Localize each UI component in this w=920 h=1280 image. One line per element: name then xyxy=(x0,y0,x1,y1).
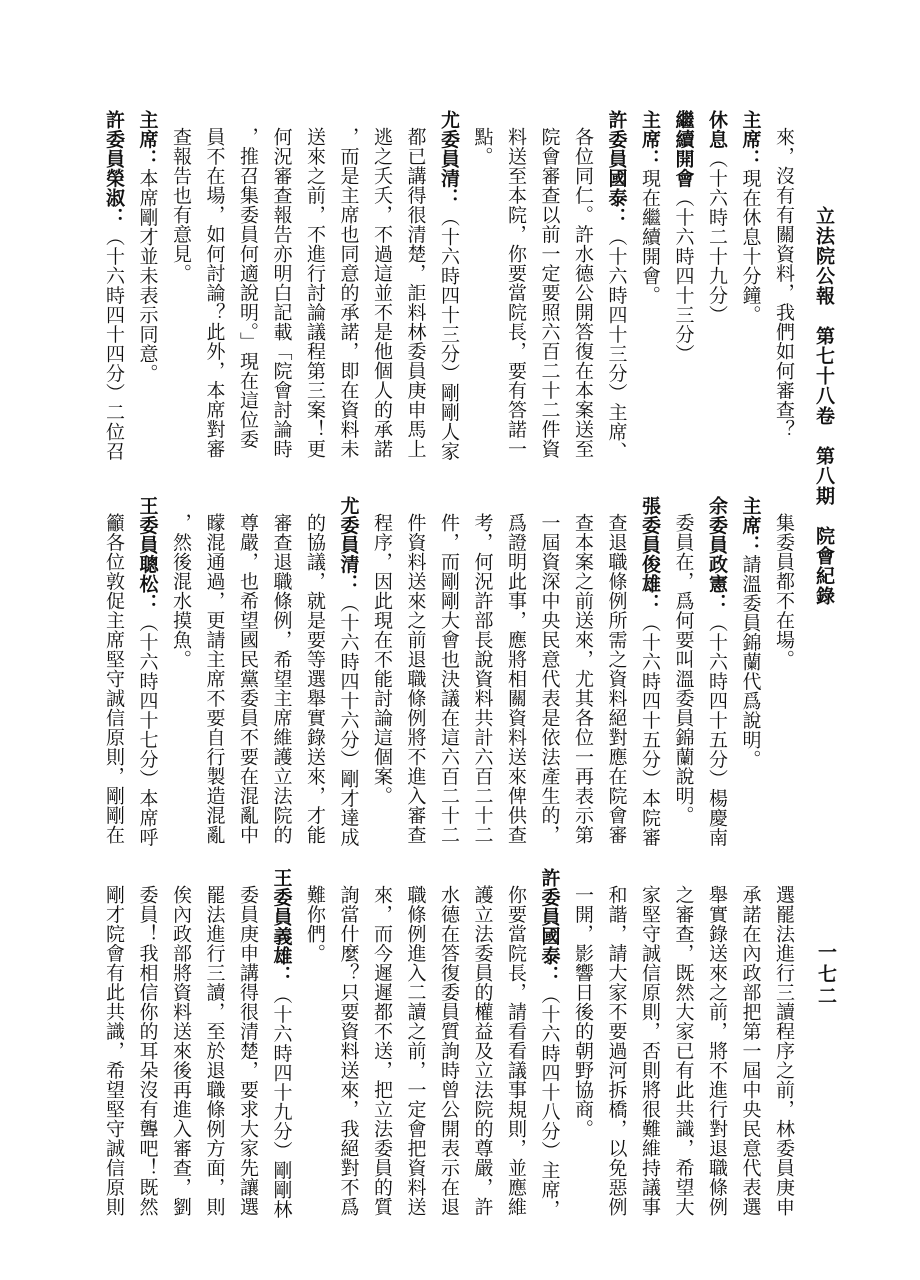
speech-column-speaker: 王委員聰松：（十六時四十七分）本席呼 xyxy=(136,496,158,847)
speech-column-speaker: 許委員榮淑：（十六時四十四分）二位召 xyxy=(103,110,124,461)
speech-column-speaker: 余委員政憲：（十六時四十五分）楊慶南 xyxy=(706,496,727,847)
speech-column-speaker: 主席：現在休息十分鐘。 xyxy=(739,110,761,325)
speech-column: 籲各位敦促主席堅守誠信原則，剛剛在 xyxy=(103,513,124,845)
speech-column: 水德在答復委員質詢時曾公開表示在退 xyxy=(438,885,459,1217)
speech-column-speaker: 尤委員清：（十六時四十三分）剛剛人家 xyxy=(438,110,459,461)
speech-column: 集委員都不在場。 xyxy=(773,513,794,669)
speech-column: 都已講得很清楚，詎料林委員庚申馬上 xyxy=(404,127,426,459)
speech-column-speaker: 尤委員清：（十六時四十六分）剛才達成 xyxy=(337,496,359,847)
speech-column: 委員！我相信你的耳朵沒有聾吧！既然 xyxy=(136,885,158,1217)
speech-column-speaker: 張委員俊雄：（十六時四十五分）本院審 xyxy=(639,496,660,847)
speech-column-speaker: 主席：本席剛才並未表示同意。 xyxy=(136,110,158,383)
speech-column: 之審查，既然大家已有此共識，希望大 xyxy=(672,885,694,1217)
speech-column: 點。 xyxy=(471,127,493,166)
speech-column: 職條例進入二讀之前，一定會把資料送 xyxy=(404,885,426,1217)
speech-column-speaker: 主席：請溫委員錦蘭代爲說明。 xyxy=(739,496,761,769)
speech-column: 各位同仁。許水德公開答復在本案送至 xyxy=(572,127,593,459)
speech-column: 剛才院會有此共識，希望堅守誠信原則 xyxy=(103,885,124,1217)
text-band-top xyxy=(96,110,800,461)
speech-column: 舉實錄送來之前，將不進行對退職條例 xyxy=(706,885,727,1217)
speech-column: 送來之前，不進行討論議程第三案！更 xyxy=(304,127,325,459)
masthead: 立法院公報 第七十八卷 第八期 院會紀錄 xyxy=(813,206,834,606)
speech-column: 何況審查報告亦明白記載「院會討論時 xyxy=(270,127,292,459)
speech-column: ，推召集委員何適說明。」現在這位委 xyxy=(237,127,258,449)
speech-column: 來，沒有有關資料，我們如何審查？ xyxy=(773,127,794,439)
speech-column-speaker: 主席：現在繼續開會。 xyxy=(639,110,660,305)
speech-column-speaker: 許委員國泰：（十六時四十三分）主席、 xyxy=(605,110,627,461)
speech-column: 難你們。 xyxy=(304,885,325,963)
speech-column: 矇混通過，更請主席不要自行製造混亂 xyxy=(203,513,225,845)
speech-column: 和諧，請大家不要過河拆橋，以免惡例 xyxy=(605,885,627,1217)
speech-column: 你要當院長，請看看議事規則，並應維 xyxy=(505,885,526,1217)
speech-column: 詢當什麼？只要資料送來，我絕對不爲 xyxy=(337,885,359,1217)
speech-column: 料送至本院，你要當院長，要有答諾一 xyxy=(505,127,526,459)
speech-column: 查退職條例所需之資料絕對應在院會審 xyxy=(605,513,627,845)
speech-column: 件資料送來之前退職條例將不進入審查 xyxy=(404,513,426,845)
speech-column: 查本案之前送來，尤其各位一再表示第 xyxy=(572,513,593,845)
page-number: 一七二 xyxy=(815,942,836,1008)
speech-column: 尊嚴，也希望國民黨委員不要在混亂中 xyxy=(237,513,258,845)
speech-column: 程序，因此現在不能討論這個案。 xyxy=(371,513,392,806)
speech-column: 家堅守誠信原則，否則將很難維持議事 xyxy=(639,885,660,1217)
speech-column: 的協議，就是要等選舉實錄送來，才能 xyxy=(304,513,325,845)
speech-column: 一屆資深中央民意代表是依法產生的， xyxy=(538,513,560,845)
speech-column: ，而是主席也同意的承諾，即在資料未 xyxy=(337,127,359,459)
speech-column: 查報告也有意見。 xyxy=(170,127,191,283)
speech-column: 來，而今遲遲都不送，把立法委員的質 xyxy=(371,885,392,1217)
speech-column: 爲證明此事，應將相關資料送來俾供查 xyxy=(505,513,526,845)
speech-column: 逃之夭夭，不過這並不是他個人的承諾 xyxy=(371,127,392,459)
speech-column: 罷法進行三讀，至於退職條例方面，則 xyxy=(203,885,225,1217)
speech-column-speaker: 王委員義雄：（十六時四十九分）剛剛林 xyxy=(270,868,292,1219)
speech-column: ，然後混水摸魚。 xyxy=(170,513,191,669)
speech-column: 審查退職條例，希望主席維護立法院的 xyxy=(270,513,292,845)
speech-column: 護立法委員的權益及立法院的尊嚴，許 xyxy=(471,885,493,1217)
speech-column-speaker: 繼續開會（十六時四十三分） xyxy=(672,110,694,364)
speech-column: 件，而剛剛大會也決議在這六百二十二 xyxy=(438,513,459,845)
speech-column: 選罷法進行三讀程序之前，林委員庚申 xyxy=(773,885,794,1217)
speech-column: 承諾在內政部把第一屆中央民意代表選 xyxy=(739,885,761,1217)
speech-column-speaker: 休息（十六時二十九分） xyxy=(706,110,727,325)
speech-column-speaker: 許委員國泰：（十六時四十八分）主席， xyxy=(538,868,560,1219)
speech-column: 委員在，爲何要叫溫委員錦蘭說明。 xyxy=(672,513,694,825)
speech-column: 員不在場，如何討論？此外，本席對審 xyxy=(203,127,225,459)
speech-column: 考，何況許部長說資料共計六百二十二 xyxy=(471,513,493,845)
text-band-middle xyxy=(96,496,800,847)
speech-column: 俟內政部將資料送來後再進入審查，劉 xyxy=(170,885,191,1217)
speech-column: 院會審查以前一定要照六百二十二件資 xyxy=(538,127,560,459)
speech-column: 一開，影響日後的朝野協商。 xyxy=(572,885,593,1139)
speech-column: 委員庚申講得很清楚，要求大家先讓選 xyxy=(237,885,258,1217)
text-band-bottom xyxy=(96,868,800,1219)
